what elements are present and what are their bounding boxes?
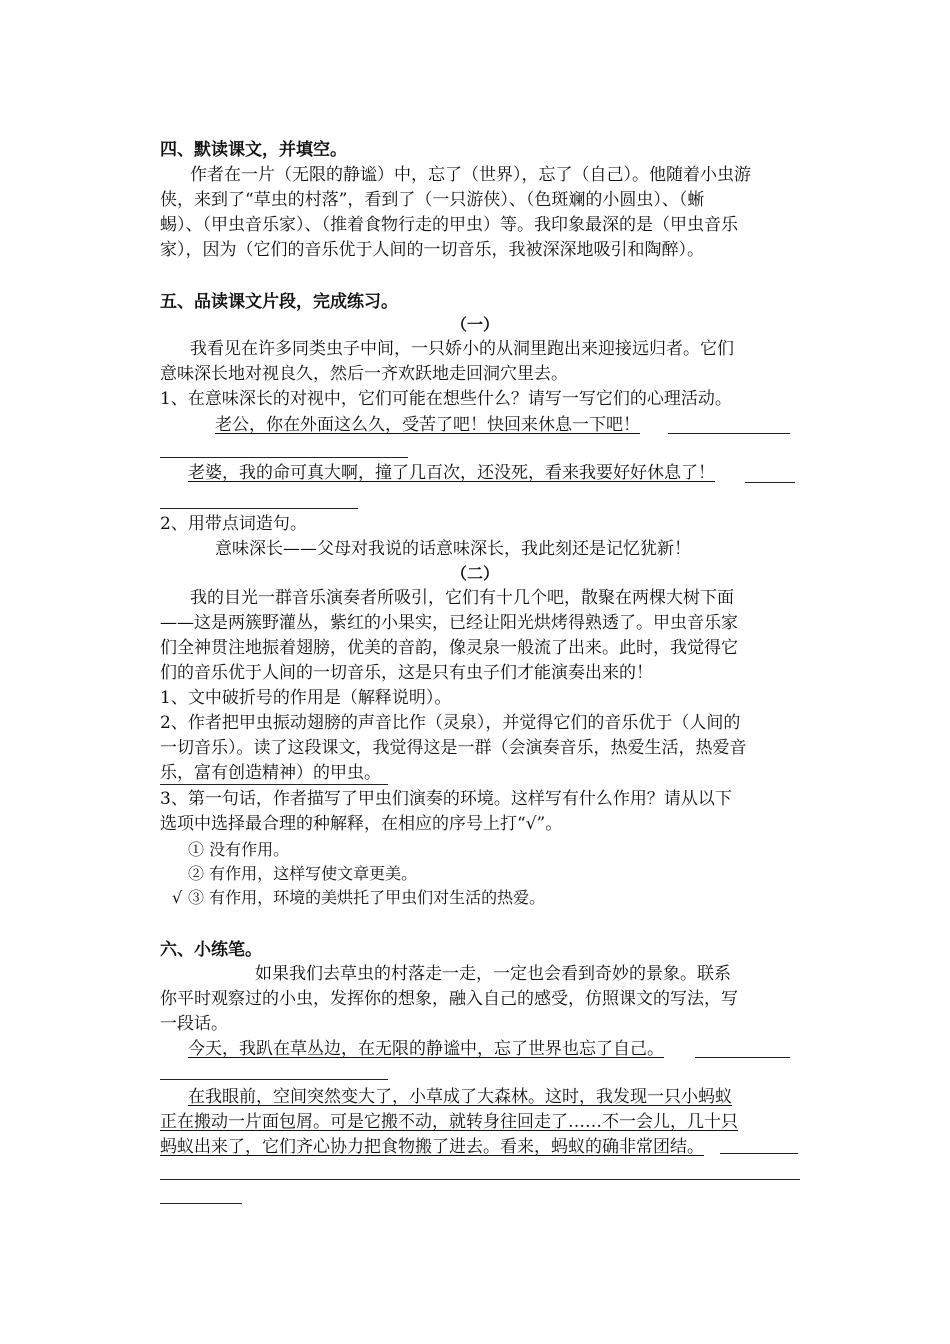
- part2-question-3-line: 选项中选择最合理的种解释，在相应的序号上打“√”。: [160, 814, 563, 834]
- writing-answer-line: 蚂蚁出来了，它们齐心协力把食物搬了进去。看来，蚂蚁的确非常团结。: [160, 1137, 704, 1157]
- answer-line: [160, 457, 408, 458]
- answer-line: [668, 433, 790, 434]
- option-3: ③ 有作用，环境的美烘托了甲虫们对生活的热爱。: [188, 888, 546, 907]
- answer-line: [160, 1079, 388, 1080]
- writing-answer-line: 今天，我趴在草丛边，在无限的静谧中，忘了世界也忘了自己。: [188, 1039, 664, 1059]
- part1-answer-sentence: 意味深长——父母对我说的话意味深长，我此刻还是记忆犹新！: [215, 539, 691, 559]
- writing-answer-line: 在我眼前，空间突然变大了，小草成了大森林。这时，我发现一只小蚂蚁: [188, 1087, 732, 1107]
- part2-label: （二）: [450, 564, 499, 583]
- part1-answer-1: 老公，你在外面这么久，受苦了吧！快回来休息一下吧！: [215, 415, 640, 435]
- part1-answer-2: 老婆，我的命可真大啊，撞了几百次，还没死，看来我要好好休息了！: [188, 463, 715, 483]
- section4-line: 侠，来到了“草虫的村落”，看到了（一只游侠）、（色斑斓的小圆虫）、（蜥: [160, 190, 705, 210]
- part1-passage-line: 我看见在许多同类虫子中间，一只娇小的从洞里跑出来迎接远归者。它们: [190, 339, 734, 359]
- part2-question-2-line: 一切音乐）。读了这段课文，我觉得这是一群（会演奏音乐，热爱生活，热爱音: [160, 738, 747, 758]
- part2-question-1: 1、文中破折号的作用是（解释说明）。: [160, 688, 452, 708]
- answer-line: [160, 1203, 242, 1204]
- part2-question-2-line: 乐，富有创造精神）的甲虫。: [160, 763, 381, 783]
- writing-answer-line: 正在搬动一片面包屑。可是它搬不动，就转身往回走了……不一会儿，几十只: [160, 1112, 738, 1132]
- part2-passage-line: ——这是两簇野灌丛，紫红的小果实，已经让阳光烘烤得熟透了。甲虫音乐家: [160, 613, 738, 633]
- section6-heading: 六、小练笔。: [160, 940, 262, 960]
- part1-passage-line: 意味深长地对视良久，然后一齐欢跃地走回洞穴里去。: [160, 364, 568, 384]
- section4-heading: 四、默读课文，并填空。: [160, 140, 347, 160]
- part2-passage-line: 我的目光一群音乐演奏者所吸引，它们有十几个吧，散聚在两棵大树下面: [190, 588, 734, 608]
- part2-question-3-line: 3、第一句话，作者描写了甲虫们演奏的环境。这样写有什么作用？请从以下: [160, 789, 732, 809]
- answer-line: [745, 482, 795, 483]
- checkmark: √: [172, 888, 183, 907]
- part2-question-2-line: 2、作者把甲虫振动翅膀的声音比作（灵泉），并觉得它们的音乐优于（人间的: [160, 713, 741, 733]
- part2-passage-line: 们的音乐优于人间的一切音乐，这是只有虫子们才能演奏出来的！: [160, 663, 653, 683]
- section6-prompt-line: 一段话。: [160, 1014, 228, 1034]
- part1-question-2: 2、用带点词造句。: [160, 514, 307, 534]
- part1-label: （一）: [450, 315, 499, 334]
- option-1: ① 没有作用。: [188, 840, 290, 859]
- section6-prompt-line: 如果我们去草虫的村落走一走，一定也会看到奇妙的景象。联系: [255, 964, 731, 984]
- answer-line: [720, 1153, 798, 1154]
- section4-line: 家），因为（它们的音乐优于人间的一切音乐，我被深深地吸引和陶醉）。: [160, 240, 704, 260]
- part1-question-1: 1、在意味深长的对视中，它们可能在想些什么？请写一写它们的心理活动。: [160, 389, 732, 409]
- answer-line: [160, 784, 388, 785]
- option-2: ② 有作用，这样写使文章更美。: [188, 864, 418, 883]
- answer-line: [160, 1179, 800, 1180]
- section6-prompt-line: 你平时观察过的小虫，发挥你的想象，融入自己的感受，仿照课文的写法，写: [160, 989, 738, 1009]
- part2-passage-line: 们全神贯注地振着翅膀，优美的音韵，像灵泉一般流了出来。此时，我觉得它: [160, 638, 738, 658]
- section4-line: 蜴）、（甲虫音乐家）、（推着食物行走的甲虫）等。我印象最深的是（甲虫音乐: [160, 215, 738, 235]
- section5-heading: 五、品读课文片段，完成练习。: [160, 292, 398, 312]
- answer-line: [160, 508, 358, 509]
- section4-line: 作者在一片（无限的静谧）中，忘了（世界），忘了（自己）。他随着小虫游: [190, 165, 751, 185]
- answer-line: [695, 1057, 790, 1058]
